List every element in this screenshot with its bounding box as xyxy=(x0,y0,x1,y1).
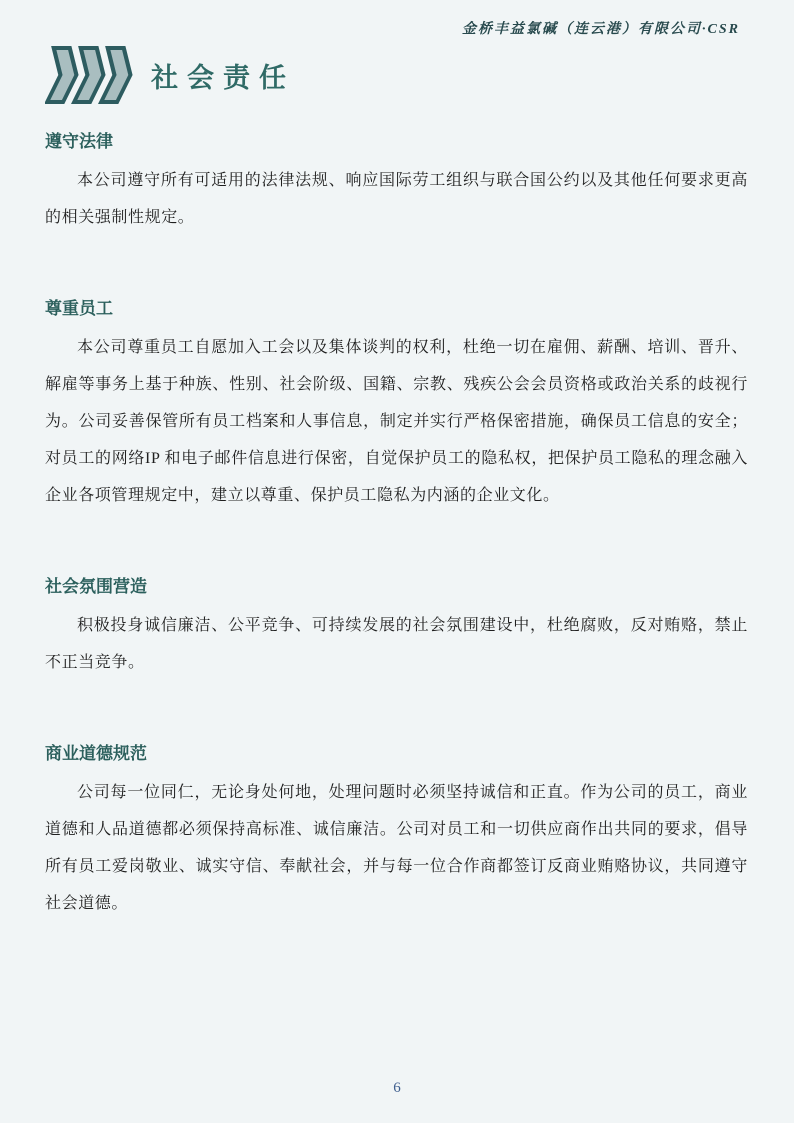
section-business-ethics xyxy=(45,742,748,922)
page-header xyxy=(0,0,794,38)
page-number: 6 xyxy=(393,1080,401,1096)
section-respect-employees xyxy=(45,297,748,514)
section-paragraph: 本公司尊重员工自愿加入工会以及集体谈判的权利，杜绝一切在雇佣、薪酬、培训、晋升、解雇等事务上基于种族、性别、社会阶级、国籍、宗教、残疾公会会员资格或政治关系的歧视行为。公司妥善保管所有员工档案和人事信息，制定并实行严格保密措施，确保员工信息的安全；对员工的网络IP 和电子邮件信息进行保密，自觉保护员工的隐私权，把保护员工隐私的理念融入企业各项管理规定中，建立以尊重、保护员工隐私为内涵的企业文化。 xyxy=(45,339,748,504)
page-footer xyxy=(0,1079,794,1097)
company-name: 金桥丰益氯碱（连云港）有限公司·CSR xyxy=(462,22,740,37)
section-paragraph: 公司每一位同仁，无论身处何地，处理问题时必须坚持诚信和正直。作为公司的员工，商业道德和人品道德都必须保持高标准、诚信廉洁。公司对员工和一切供应商作出共同的要求，倡导所有员工爱岗敬业、诚实守信、奉献社会，并与每一位合作商都签订反商业贿赂协议，共同遵守社会道德。 xyxy=(45,784,748,912)
section-heading: 遵守法律 xyxy=(45,132,113,151)
section-obey-law xyxy=(45,130,748,236)
title-row xyxy=(45,46,794,104)
page-title: 社会责任 xyxy=(151,62,295,93)
section-paragraph: 积极投身诚信廉洁、公平竞争、可持续发展的社会氛围建设中，杜绝腐败，反对贿赂，禁止不正当竞争。 xyxy=(45,617,748,671)
section-social-atmosphere xyxy=(45,575,748,681)
section-heading: 尊重员工 xyxy=(45,299,113,318)
section-paragraph: 本公司遵守所有可适用的法律法规、响应国际劳工组织与联合国公约以及其他任何要求更高的相关强制性规定。 xyxy=(45,172,748,226)
page-content xyxy=(45,130,748,922)
section-heading: 商业道德规范 xyxy=(45,744,147,763)
triple-chevron-icon xyxy=(45,46,137,104)
section-heading: 社会氛围营造 xyxy=(45,577,147,596)
